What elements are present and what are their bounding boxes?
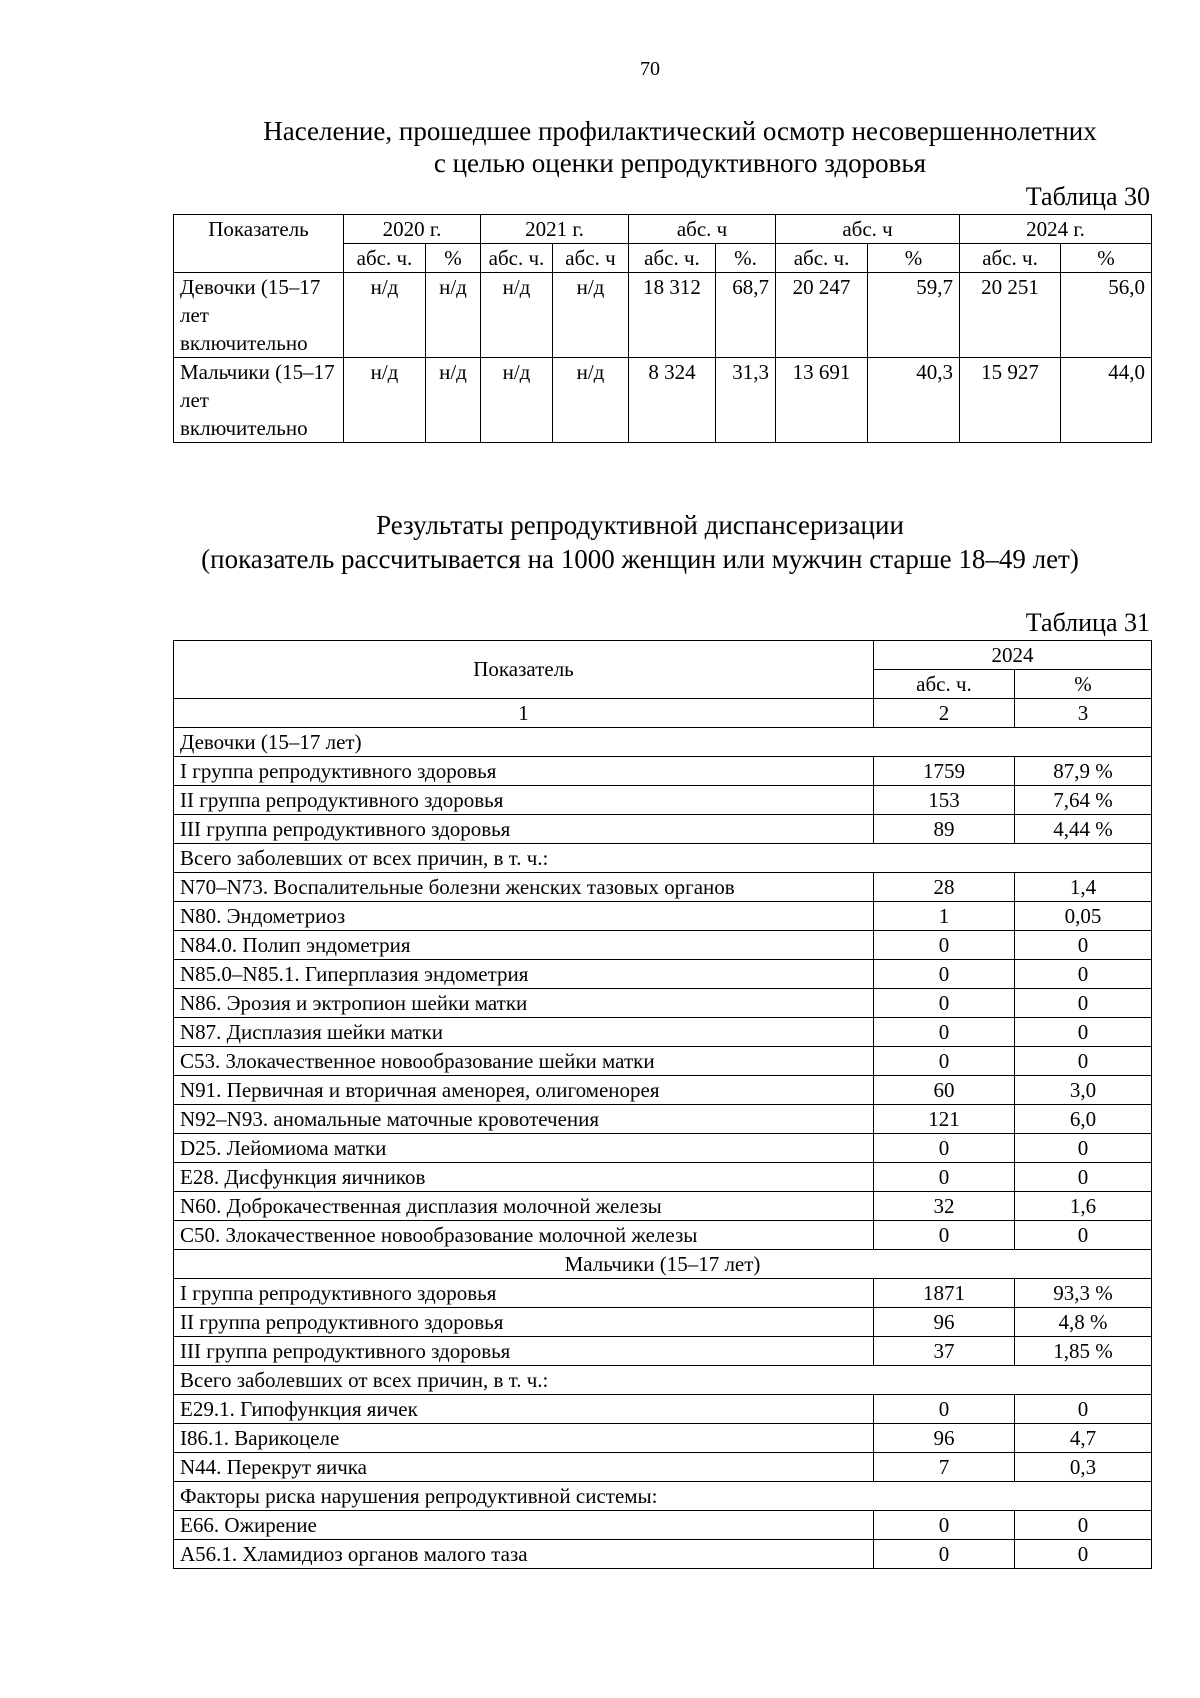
table31-header-year: 2024 — [874, 641, 1152, 670]
table30-cell: н/д — [481, 273, 553, 358]
table31-pct-cell: 3,0 — [1015, 1076, 1152, 1105]
table31-pct-cell: 0,05 — [1015, 902, 1152, 931]
table31-row-label: III группа репродуктивного здоровья — [174, 1337, 874, 1366]
table30-label: Таблица 30 — [1025, 182, 1150, 211]
table30-subheader: % — [1061, 244, 1152, 273]
table31-pct-cell: 0 — [1015, 1395, 1152, 1424]
table31-abs-cell: 28 — [874, 873, 1015, 902]
table-row — [174, 844, 1152, 873]
table31-row-label: N70–N73. Воспалительные болезни женских тазовых органов — [174, 873, 874, 902]
table30-cell: 59,7 — [868, 273, 960, 358]
table31-row-label: I86.1. Варикоцеле — [174, 1424, 874, 1453]
table30-year-header: абс. ч — [776, 215, 960, 244]
table31-abs-cell: 1759 — [874, 757, 1015, 786]
table30-subheader: абс. ч. — [960, 244, 1061, 273]
table30-subheader: абс. ч. — [776, 244, 868, 273]
table30-row-label: Девочки (15–17 лет включительно — [174, 273, 344, 358]
table-row — [174, 1134, 1152, 1163]
table30-cell: н/д — [426, 358, 481, 443]
table31-pct-cell: 0 — [1015, 1221, 1152, 1250]
table30-subheader: абс. ч. — [629, 244, 716, 273]
table30-cell: н/д — [344, 273, 426, 358]
table30-subheader: %. — [716, 244, 776, 273]
table-row — [174, 1395, 1152, 1424]
table31-abs-cell: 60 — [874, 1076, 1015, 1105]
table31-row-label: I группа репродуктивного здоровья — [174, 757, 874, 786]
table-row — [174, 1250, 1152, 1279]
table31-pct-cell: 4,7 — [1015, 1424, 1152, 1453]
table30-cell: н/д — [481, 358, 553, 443]
table31-pct-cell: 0 — [1015, 1163, 1152, 1192]
table30-cell: н/д — [553, 358, 629, 443]
table30-cell: 20 247 — [776, 273, 868, 358]
table30-year-header: абс. ч — [629, 215, 776, 244]
table-row — [174, 1482, 1152, 1511]
table-row — [174, 989, 1152, 1018]
table30-cell: 15 927 — [960, 358, 1061, 443]
table31-row-label: E28. Дисфункция яичников — [174, 1163, 874, 1192]
table-row — [174, 931, 1152, 960]
table31-pct-cell: 0 — [1015, 1018, 1152, 1047]
table31-pct-cell: 4,8 % — [1015, 1308, 1152, 1337]
table31-section-row: Девочки (15–17 лет) — [174, 728, 1152, 757]
table-row — [174, 1540, 1152, 1569]
table31-pct-cell: 6,0 — [1015, 1105, 1152, 1134]
table31-title-line2: (показатель рассчитывается на 1000 женщин или мужчин старше 18–49 лет) — [201, 544, 1079, 574]
table31-pct-cell: 4,44 % — [1015, 815, 1152, 844]
table31-row-label: N60. Доброкачественная дисплазия молочной железы — [174, 1192, 874, 1221]
table30-title-line1: Население, прошедшее профилактический осмотр несовершеннолетних — [263, 116, 1097, 146]
table31-pct-cell: 0,3 — [1015, 1453, 1152, 1482]
table31-row-label: N80. Эндометриоз — [174, 902, 874, 931]
table31-pct-cell: 0 — [1015, 960, 1152, 989]
table31-abs-cell: 7 — [874, 1453, 1015, 1482]
table31-row-label: I группа репродуктивного здоровья — [174, 1279, 874, 1308]
table-row — [174, 1366, 1152, 1395]
table-row — [174, 902, 1152, 931]
table30-cell: 18 312 — [629, 273, 716, 358]
table-row — [174, 1511, 1152, 1540]
table-row — [174, 815, 1152, 844]
table-row — [174, 1163, 1152, 1192]
table-row — [174, 960, 1152, 989]
table31-label: Таблица 31 — [1025, 608, 1150, 637]
table31-row-label: N91. Первичная и вторичная аменорея, олигоменорея — [174, 1076, 874, 1105]
table31-abs-cell: 96 — [874, 1308, 1015, 1337]
table30-subheader: абс. ч. — [481, 244, 553, 273]
table31-abs-cell: 96 — [874, 1424, 1015, 1453]
table31-abs-cell: 89 — [874, 815, 1015, 844]
table31-row-label: II группа репродуктивного здоровья — [174, 786, 874, 815]
table31-row-label: E66. Ожирение — [174, 1511, 874, 1540]
table-row — [174, 273, 1152, 358]
table31-row-label: N85.0–N85.1. Гиперплазия эндометрия — [174, 960, 874, 989]
table30-cell: н/д — [553, 273, 629, 358]
table31-abs-cell: 37 — [874, 1337, 1015, 1366]
table31-row-label: N87. Дисплазия шейки матки — [174, 1018, 874, 1047]
table30-subheader: абс. ч — [553, 244, 629, 273]
table30-cell: 44,0 — [1061, 358, 1152, 443]
table31-pct-cell: 0 — [1015, 1134, 1152, 1163]
table31-row-label: C50. Злокачественное новообразование молочной железы — [174, 1221, 874, 1250]
table31-row-label: A56.1. Хламидиоз органов малого таза — [174, 1540, 874, 1569]
table31-abs-cell: 0 — [874, 1018, 1015, 1047]
table31-abs-cell: 0 — [874, 1221, 1015, 1250]
table31-abs-cell: 153 — [874, 786, 1015, 815]
table31-abs-cell: 0 — [874, 960, 1015, 989]
table31-abs-cell: 121 — [874, 1105, 1015, 1134]
table31-section-row: Всего заболевших от всех причин, в т. ч.: — [174, 844, 1152, 873]
table31-col-number: 1 — [174, 699, 874, 728]
table31 — [173, 640, 1152, 1569]
table30-cell: 13 691 — [776, 358, 868, 443]
table30-cell: 20 251 — [960, 273, 1061, 358]
table31-pct-cell: 1,6 — [1015, 1192, 1152, 1221]
table-row — [174, 1424, 1152, 1453]
table30-row-label: Мальчики (15–17 лет включительно — [174, 358, 344, 443]
table31-row-label: D25. Лейомиома матки — [174, 1134, 874, 1163]
table31-row-label: E29.1. Гипофункция яичек — [174, 1395, 874, 1424]
table31-section-row: Мальчики (15–17 лет) — [174, 1250, 1152, 1279]
table-row — [174, 1453, 1152, 1482]
table31-abs-cell: 0 — [874, 989, 1015, 1018]
table31-row-label: N86. Эрозия и эктропион шейки матки — [174, 989, 874, 1018]
table30-year-header: 2021 г. — [481, 215, 629, 244]
table31-pct-cell: 7,64 % — [1015, 786, 1152, 815]
table31-header-abs: абс. ч. — [874, 670, 1015, 699]
table30-title-line2: с целью оценки репродуктивного здоровья — [433, 148, 927, 178]
table-row — [174, 1308, 1152, 1337]
table30-year-header: 2024 г. — [960, 215, 1152, 244]
table30-title — [220, 115, 1140, 179]
table31-pct-cell: 93,3 % — [1015, 1279, 1152, 1308]
table31-row-label: II группа репродуктивного здоровья — [174, 1308, 874, 1337]
table31-row-label: III группа репродуктивного здоровья — [174, 815, 874, 844]
table-row — [174, 358, 1152, 443]
table31-abs-cell: 0 — [874, 1163, 1015, 1192]
table30-subheader: % — [426, 244, 481, 273]
table31-header-indicator: Показатель — [174, 641, 874, 699]
table-row — [174, 873, 1152, 902]
table31-section-row: Всего заболевших от всех причин, в т. ч.: — [174, 1366, 1152, 1395]
table31-row-label: N84.0. Полип эндометрия — [174, 931, 874, 960]
table31-pct-cell: 1,85 % — [1015, 1337, 1152, 1366]
table-row — [174, 757, 1152, 786]
table-row — [174, 1076, 1152, 1105]
table31-col-number: 2 — [874, 699, 1015, 728]
table31-pct-cell: 87,9 % — [1015, 757, 1152, 786]
table31-pct-cell: 0 — [1015, 1511, 1152, 1540]
table31-row-label: N92–N93. аномальные маточные кровотечения — [174, 1105, 874, 1134]
table-row — [174, 1337, 1152, 1366]
table30-subheader: абс. ч. — [344, 244, 426, 273]
table-row — [174, 786, 1152, 815]
table30 — [173, 214, 1152, 443]
table-row — [174, 1279, 1152, 1308]
table30-header-indicator: Показатель — [174, 215, 344, 273]
table31-abs-cell: 0 — [874, 1047, 1015, 1076]
table31-abs-cell: 1871 — [874, 1279, 1015, 1308]
table-row — [174, 1192, 1152, 1221]
table31-abs-cell: 0 — [874, 931, 1015, 960]
table-row — [174, 1105, 1152, 1134]
table31-header-pct: % — [1015, 670, 1152, 699]
table31-abs-cell: 0 — [874, 1540, 1015, 1569]
table30-cell: 56,0 — [1061, 273, 1152, 358]
table31-pct-cell: 0 — [1015, 989, 1152, 1018]
table31-row-label: C53. Злокачественное новообразование шейки матки — [174, 1047, 874, 1076]
table31-abs-cell: 1 — [874, 902, 1015, 931]
table31-pct-cell: 0 — [1015, 1047, 1152, 1076]
table31-row-label: N44. Перекрут яичка — [174, 1453, 874, 1482]
table-row — [174, 728, 1152, 757]
table30-cell: 8 324 — [629, 358, 716, 443]
table-row — [174, 1018, 1152, 1047]
table31-title — [160, 508, 1120, 576]
table31-pct-cell: 1,4 — [1015, 873, 1152, 902]
table30-cell: 40,3 — [868, 358, 960, 443]
table-row — [174, 1221, 1152, 1250]
table31-section-row: Факторы риска нарушения репродуктивной системы: — [174, 1482, 1152, 1511]
table30-cell: н/д — [344, 358, 426, 443]
table31-abs-cell: 0 — [874, 1511, 1015, 1540]
table31-abs-cell: 0 — [874, 1395, 1015, 1424]
page-number: 70 — [640, 58, 660, 80]
table30-year-header: 2020 г. — [344, 215, 481, 244]
table30-cell: 31,3 — [716, 358, 776, 443]
table-row — [174, 1047, 1152, 1076]
table31-pct-cell: 0 — [1015, 931, 1152, 960]
table31-abs-cell: 0 — [874, 1134, 1015, 1163]
table31-title-line1: Результаты репродуктивной диспансеризации — [376, 510, 904, 540]
table30-cell: 68,7 — [716, 273, 776, 358]
table31-col-number: 3 — [1015, 699, 1152, 728]
table30-subheader: % — [868, 244, 960, 273]
table30-cell: н/д — [426, 273, 481, 358]
table31-abs-cell: 32 — [874, 1192, 1015, 1221]
table31-pct-cell: 0 — [1015, 1540, 1152, 1569]
